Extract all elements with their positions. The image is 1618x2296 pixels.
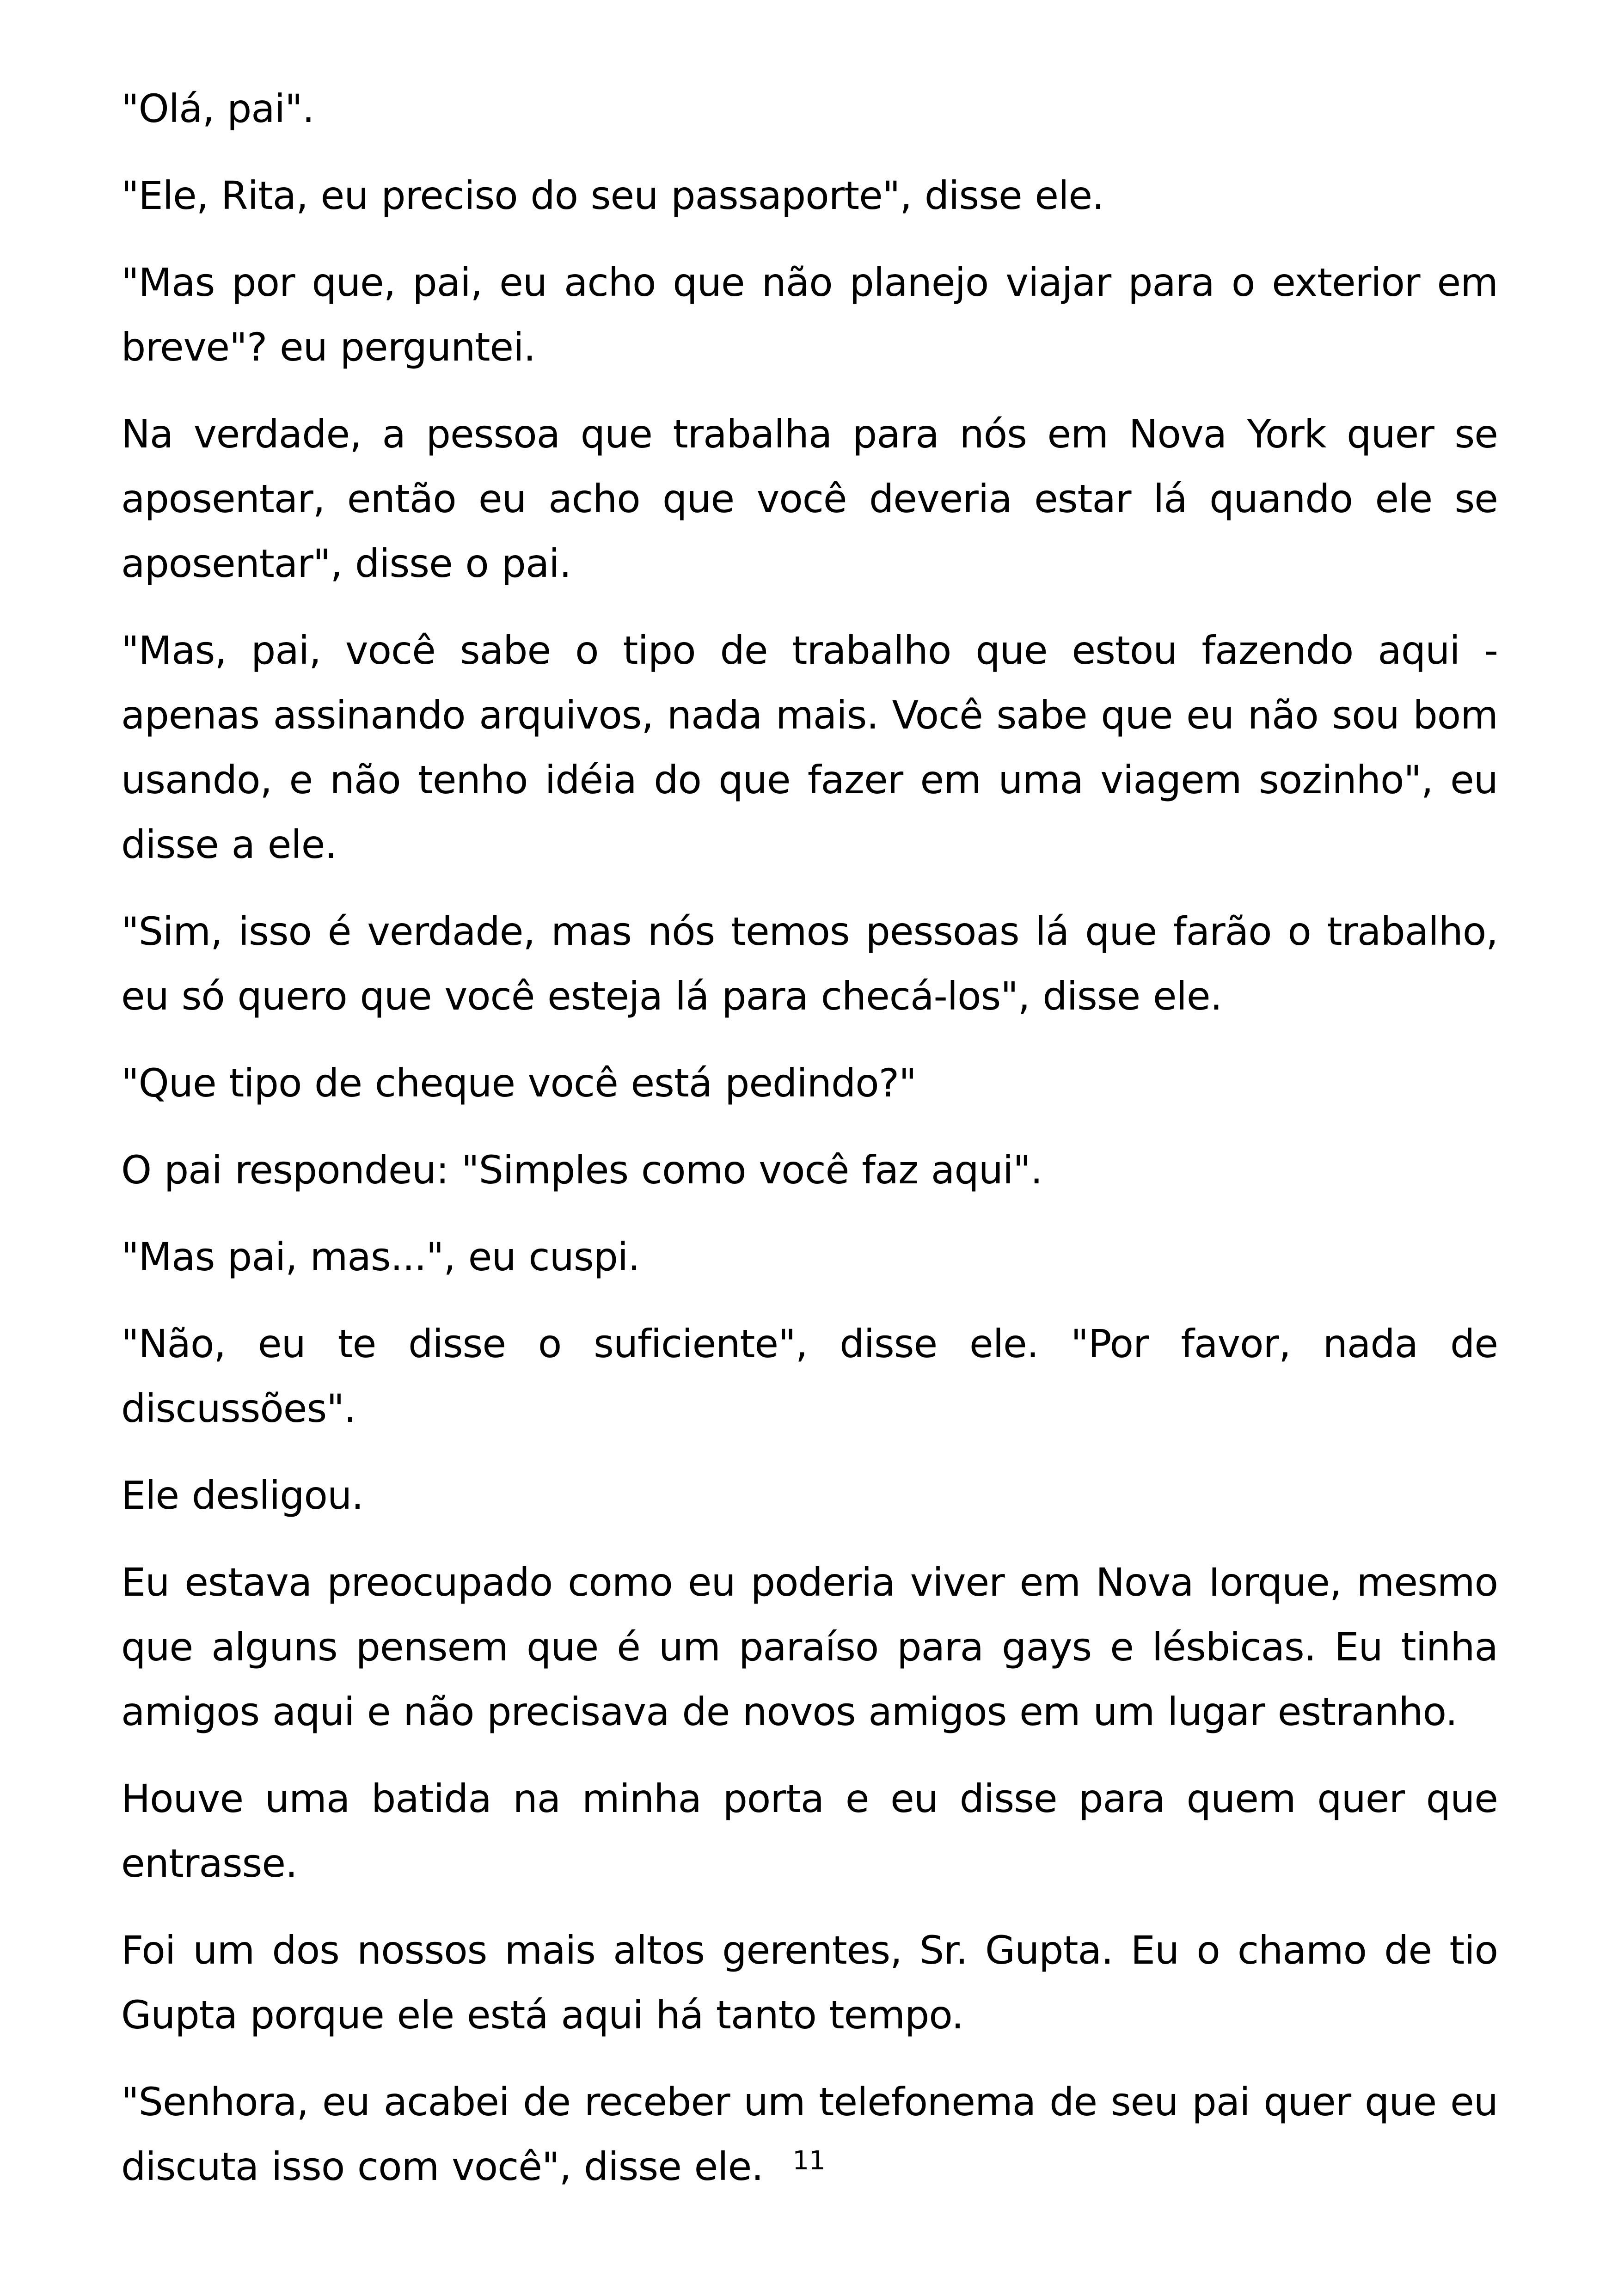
paragraph: "Mas por que, pai, eu acho que não planejo viajar para o exterior em breve"? eu perguntei. bbox=[121, 260, 1498, 370]
paragraph: "Mas pai, mas...", eu cuspi. bbox=[121, 1234, 640, 1280]
paragraph: "Mas, pai, você sabe o tipo de trabalho que estou fazendo aqui - apenas assinando arquivos, nada mais. Você sabe que eu não sou bom usando, e não tenho idéia do que fazer em uma viagem sozinho", eu disse a ele. bbox=[121, 628, 1498, 867]
paragraph: Na verdade, a pessoa que trabalha para nós em Nova York quer se aposentar, então eu acho que você deveria estar lá quando ele se aposentar", disse o pai. bbox=[121, 411, 1498, 586]
paragraph: Ele desligou. bbox=[121, 1473, 363, 1518]
paragraph: "Ele, Rita, eu preciso do seu passaporte", disse ele. bbox=[121, 173, 1104, 218]
paragraph: "Não, eu te disse o suficiente", disse ele. "Por favor, nada de discussões". bbox=[121, 1321, 1498, 1431]
paragraph: O pai respondeu: "Simples como você faz aqui". bbox=[121, 1147, 1042, 1193]
paragraph: "Olá, pai". bbox=[121, 86, 314, 131]
paragraph: "Que tipo de cheque você está pedindo?" bbox=[121, 1060, 916, 1106]
paragraph: Foi um dos nossos mais altos gerentes, Sr. Gupta. Eu o chamo de tio Gupta porque ele está aqui há tanto tempo. bbox=[121, 1928, 1498, 2038]
text-body bbox=[121, 76, 1498, 2221]
paragraph: Eu estava preocupado como eu poderia viver em Nova Iorque, mesmo que alguns pensem que é um paraíso para gays e lésbicas. Eu tinha amigos aqui e não precisava de novos amigos em um lugar estranho. bbox=[121, 1560, 1498, 1734]
page-number: 11 bbox=[792, 2146, 826, 2176]
paragraph: "Sim, isso é verdade, mas nós temos pessoas lá que farão o trabalho, eu só quero que você esteja lá para checá-los", disse ele. bbox=[121, 909, 1498, 1019]
paragraph: "Senhora, eu acabei de receber um telefonema de seu pai quer que eu discuta isso com você", disse ele. bbox=[121, 2079, 1498, 2189]
paragraph: Houve uma batida na minha porta e eu disse para quem quer que entrasse. bbox=[121, 1776, 1498, 1886]
